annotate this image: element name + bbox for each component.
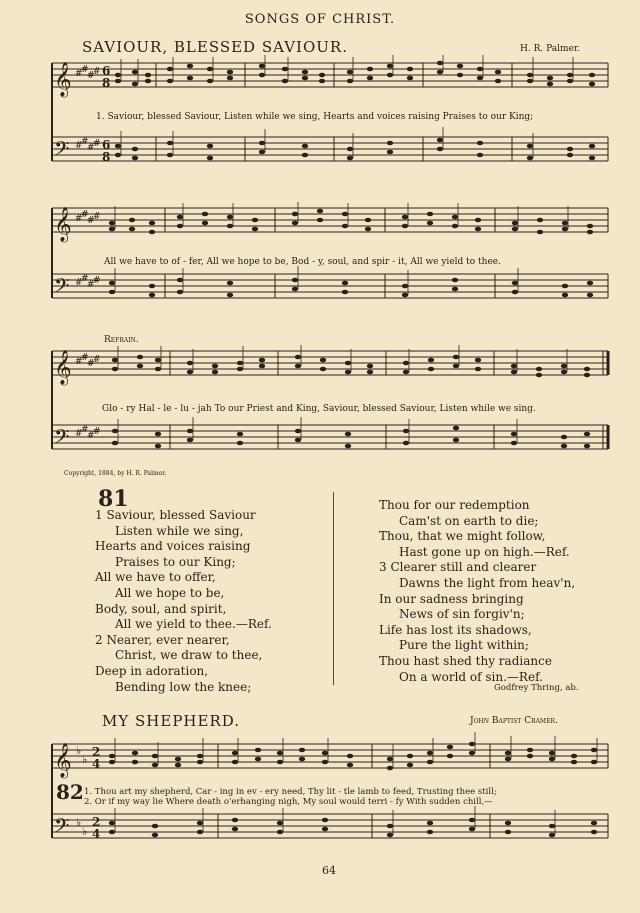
verse-line: Life has lost its shadows,	[379, 622, 532, 637]
svg-text:2: 2	[92, 745, 101, 759]
svg-text:#: #	[93, 139, 101, 149]
verse-line: News of sin forgiv'n;	[399, 607, 525, 622]
lyric-line-2: All we have to of - fer, All we hope to be, Bod - y, soul, and spir - it, All we yield to thee.	[104, 257, 501, 267]
composer-name: H. R. Palmer.	[520, 44, 580, 54]
verse-line: Thou, that we might follow,	[379, 529, 546, 544]
svg-text:#: #	[75, 429, 83, 439]
verse-line: All we hope to be,	[115, 585, 225, 600]
svg-text:#: #	[93, 67, 101, 77]
lyric-line-5: 2. Or if my way lie Where death o'erhanging nigh, My soul would terri - fy With sudden chill,—	[84, 797, 493, 807]
song-title: SAVIOUR, BLESSED SAVIOUR.	[82, 38, 348, 56]
svg-text:#: #	[93, 212, 101, 222]
verse-line: All we have to offer,	[95, 570, 216, 585]
svg-text:#: #	[81, 210, 89, 220]
verse-line: Cam'st on earth to die;	[399, 513, 539, 528]
text-attribution: Godfrey Thring, ab.	[494, 683, 579, 693]
svg-text:𝄢: 𝄢	[54, 814, 70, 842]
svg-text:#: #	[93, 427, 101, 437]
verse-line: Deep in adoration,	[95, 663, 209, 678]
verse-line: All we yield to thee.—Ref.	[115, 617, 272, 632]
svg-text:4: 4	[92, 827, 101, 841]
verse-line: Hearts and voices raising	[95, 539, 251, 554]
svg-text:8: 8	[102, 150, 111, 164]
svg-text:♭: ♭	[76, 816, 82, 829]
verse-line: 3 Clearer still and clearer	[379, 560, 537, 575]
verse-line: 1 Saviour, blessed Saviour	[95, 508, 256, 522]
svg-text:#: #	[81, 137, 89, 147]
svg-text:#: #	[75, 214, 83, 224]
svg-text:𝄞: 𝄞	[54, 350, 72, 385]
song-title-2: MY SHEPHERD.	[102, 712, 241, 730]
hymn-number-81: 81	[98, 486, 129, 512]
refrain-label: Refrain.	[104, 335, 139, 345]
svg-text:♭: ♭	[82, 753, 88, 766]
svg-text:#: #	[75, 278, 83, 288]
svg-text:#: #	[87, 71, 95, 81]
lyric-line-4: 1. Thou art my shepherd, Car - ing in ev - ery need, Thy lit - tle lamb to feed, Trusting thee still;	[84, 787, 497, 797]
svg-text:#: #	[81, 65, 89, 75]
verse-line: On a world of sin.—Ref.	[399, 669, 543, 684]
svg-text:𝄞: 𝄞	[54, 62, 72, 97]
lyric-line-1: 1. Saviour, blessed Saviour, Listen while we sing, Hearts and voices raising Praises to our King;	[96, 112, 534, 122]
svg-text:6: 6	[102, 64, 111, 78]
copyright-notice: Copyright, 1884, by H. R. Palmer.	[64, 470, 167, 477]
verses-left-column	[95, 508, 272, 695]
svg-text:#: #	[81, 425, 89, 435]
page-number: 64	[322, 864, 336, 877]
verse-line: 2 Nearer, ever nearer,	[95, 632, 230, 647]
svg-text:#: #	[87, 216, 95, 226]
verses-right-column	[379, 498, 575, 685]
verse-line: Christ, we draw to thee,	[115, 648, 263, 663]
svg-text:𝄞: 𝄞	[54, 743, 72, 778]
verse-line: Thou hast shed thy radiance	[379, 653, 552, 668]
svg-text:𝄞: 𝄞	[54, 207, 72, 242]
composer-name-2: John Baptist Cramer.	[470, 716, 558, 726]
verse-line: Praises to our King;	[115, 554, 236, 569]
svg-text:#: #	[87, 431, 95, 441]
svg-text:#: #	[93, 276, 101, 286]
verse-line: Pure the light within;	[399, 638, 529, 653]
hymn-number-82: 82	[56, 780, 84, 804]
svg-text:#: #	[81, 353, 89, 363]
verse-line: Bending low the knee;	[115, 679, 252, 694]
lyric-line-3: Glo - ry Hal - le - lu - jah To our Priest and King, Saviour, blessed Saviour, Listen while we sing.	[102, 404, 536, 414]
svg-text:#: #	[75, 141, 83, 151]
svg-text:6: 6	[102, 138, 111, 152]
verse-line: Listen while we sing,	[115, 523, 244, 538]
music-system-1	[40, 55, 620, 200]
svg-text:#: #	[81, 274, 89, 284]
svg-text:#: #	[87, 143, 95, 153]
svg-text:#: #	[93, 355, 101, 365]
verse-line: Thou for our redemption	[379, 498, 530, 512]
svg-text:𝄢: 𝄢	[54, 425, 70, 453]
svg-text:#: #	[87, 359, 95, 369]
verse-line: Dawns the light from heav'n,	[399, 575, 576, 590]
svg-text:#: #	[75, 69, 83, 79]
svg-text:4: 4	[92, 757, 101, 771]
svg-text:#: #	[87, 280, 95, 290]
svg-text:♭: ♭	[82, 825, 88, 838]
verse-line: Body, soul, and spirit,	[95, 601, 227, 616]
verse-line: In our sadness bringing	[379, 591, 524, 606]
svg-text:#: #	[75, 357, 83, 367]
svg-text:8: 8	[102, 76, 111, 90]
section-title: SONGS OF CHRIST.	[244, 12, 396, 27]
svg-text:2: 2	[92, 815, 101, 829]
verse-line: Hast gone up on high.—Ref.	[399, 544, 570, 559]
column-divider	[333, 492, 334, 685]
svg-text:𝄢: 𝄢	[54, 274, 70, 302]
svg-text:♭: ♭	[76, 744, 82, 757]
svg-text:𝄢: 𝄢	[54, 137, 70, 165]
